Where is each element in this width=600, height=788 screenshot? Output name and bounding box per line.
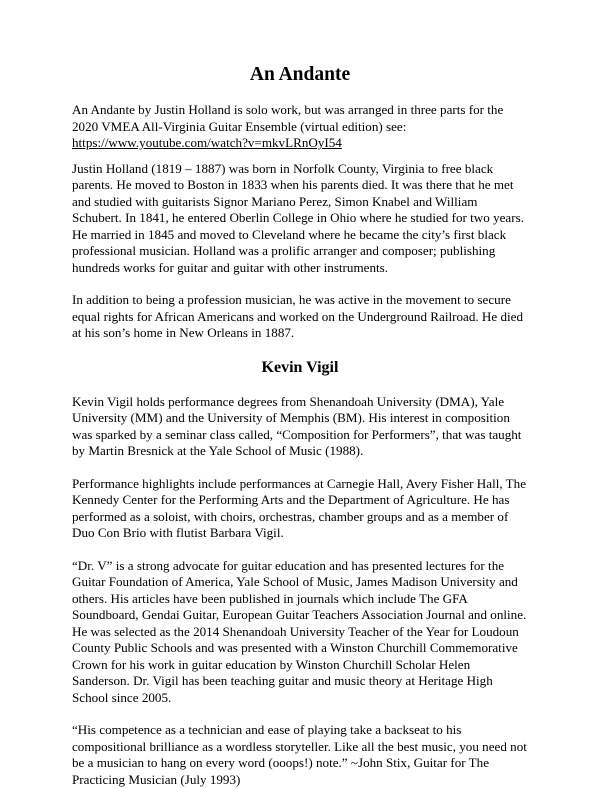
intro-paragraph: [72, 102, 528, 152]
vigil-quote-paragraph: “His competence as a technician and ease of playing take a backseat to his compositional brilliance as a wordless storyteller. Like all the best music, you need not be a musician to hang on every word (ooops!) note.” ~John Stix, Guitar for The Practicing Musician (July 1993): [72, 722, 527, 787]
page-title: An Andante: [249, 64, 351, 85]
intro-text: An Andante by Justin Holland is solo work, but was arranged in three parts for the 2020 VMEA All-Virginia Guitar Ensemble (virtual edition) see:: [72, 102, 504, 134]
youtube-link[interactable]: https://www.youtube.com/watch?v=mkvLRnOyI54: [72, 135, 342, 150]
vigil-degrees-paragraph: Kevin Vigil holds performance degrees from Shenandoah University (DMA), Yale University (MM) and the University of Memphis (BM). His interest in composition was sparked by a seminar class called, “Composition for Performers”, that was taught by Martin Bresnick at the Yale School of Music (1988).: [72, 393, 522, 458]
vigil-performance-paragraph: Performance highlights include performances at Carnegie Hall, Avery Fisher Hall, The Kennedy Center for the Performing Arts and the Department of Agriculture. He has performed as a soloist, with choirs, orchestras, chamber groups and as a member of Duo Con Brio with flutist Barbara Vigil.: [72, 475, 527, 540]
vigil-education-paragraph: “Dr. V” is a strong advocate for guitar education and has presented lectures for the Guitar Foundation of America, Yale School of Music, James Madison University and others. His articles have been published in journals which include The GFA Soundboard, Gendai Guitar, European Guitar Teachers Association Journal and online. He was selected as the 2014 Shenandoah University Teacher of the Year for Loudoun County Public Schools and was presented with a Winston Churchill Commemorative Crown for his work in guitar education by Winston Churchill Scholar Helen Sanderson. Dr. Vigil has been teaching guitar and music theory at Heritage High School since 2005.: [72, 557, 527, 705]
holland-rights-paragraph: In addition to being a profession musician, he was active in the movement to secure equal rights for African Americans and worked on the Underground Railroad. He died at his son’s home in New Orleans in 1887.: [72, 292, 523, 340]
section-heading: Kevin Vigil: [261, 358, 339, 376]
holland-bio-paragraph: Justin Holland (1819 – 1887) was born in Norfolk County, Virginia to free black parents. He moved to Boston in 1833 when his parents died. It was there that he met and studied with guitarists Signor Mariano Perez, Simon Knabel and William Schubert. In 1841, he entered Oberlin College in Ohio where he studied for two years. He married in 1845 and moved to Cleveland where he became the city’s first black professional musician. Holland was a prolific arranger and composer; publishing hundreds works for guitar and guitar with other instruments.: [72, 160, 524, 275]
